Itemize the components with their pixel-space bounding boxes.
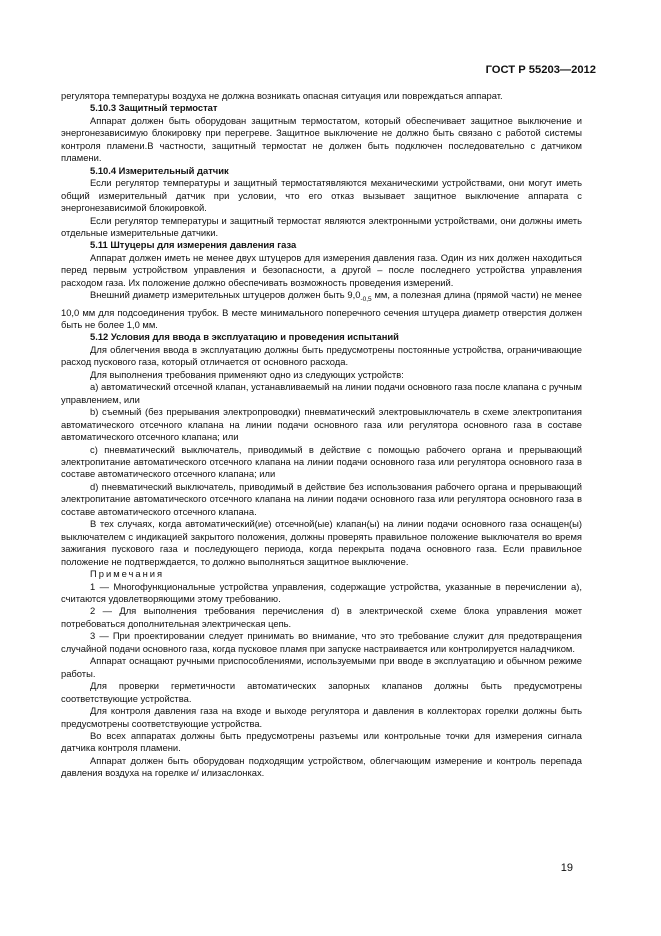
paragraph: Аппарат должен иметь не менее двух штуцеров для измерения давления газа. Один из них должен находиться перед первым устройством управления и безопасности, а другой – после последнего устройства управления расходом газа. Их положение должно обеспечивать возможность проведения измерений. <box>61 251 582 288</box>
list-item: c) пневматический выключатель, приводимый в действие с помощью рабочего органа и прерывающий электропитание автоматического отсечного клапана на линии подачи основного газа или регулятора основного газа в составе автоматического отсечного клапана; или <box>61 443 582 480</box>
section-heading: 5.12 Условия для ввода в эксплуатацию и проведения испытаний <box>90 331 399 343</box>
paragraph: Аппарат оснащают ручными приспособлениями, используемыми при вводе в эксплуатацию и обычном режиме работы. <box>61 655 582 679</box>
paragraph: Для облегчения ввода в эксплуатацию должны быть предусмотрены постоянные устройства, ограничивающие расход пускового газа, который отличается от основного расхода. <box>61 343 582 368</box>
section-heading: 5.10.4 Измерительный датчик <box>90 164 229 176</box>
paragraph: Аппарат должен быть оборудован защитным термостатом, который обеспечивает защитное выключение и энергонезависимую блокировку при перегреве. Защитное выключение не должно быть связано с работой системы контроля пламени.В частности, защитный термостат не должен быть подключен последовательно с датчиком пламени. <box>61 114 582 164</box>
paragraph: В тех случаях, когда автоматический(ие) отсечной(ые) клапан(ы) на линии подачи основного газа оснащен(ы) выключателем с индикацией закрытого положения, должны проверять правильное положение выключателя во время зажигания пускового газа и последующего периода, когда перекрыта подача основного газа. Если правильное положение не подтверждается, то должно выполняться защитное выключение. <box>61 518 582 567</box>
tolerance-subscript: -0,5 <box>360 296 372 304</box>
document-id: ГОСТ Р 55203—2012 <box>485 64 596 76</box>
paragraph: Для проверки герметичности автоматических запорных клапанов должны быть предусмотрены соответствующие устройства. <box>61 680 582 704</box>
paragraph: Если регулятор температуры и защитный термостатявляются механическими устройствами, они могут иметь общий измерительный датчик при условии, что его отказ вызывает защитное выключение аппарата с энергонезависимой блокировкой. <box>61 177 582 214</box>
paragraph: Для выполнения требования применяют одно из следующих устройств: <box>90 368 404 380</box>
section-heading: 5.10.3 Защитный термостат <box>90 102 218 114</box>
body-text <box>61 90 582 780</box>
paragraph: Во всех аппаратах должны быть предусмотрены разъемы или контрольные точки для измерения сигнала датчика контроля пламени. <box>61 729 582 754</box>
paragraph: Для контроля давления газа на входе и выходе регулятора и давления в коллекторах горелки должны быть предусмотрены соответствующие устройства. <box>61 705 582 729</box>
paragraph <box>61 289 582 331</box>
list-item: d) пневматический выключатель, приводимый в действие без использования рабочего органа и прерывающий электропитание автоматического отсечного клапана на линии подачи основного газа или регулятора основного газа в составе автоматического отсечного клапана. <box>61 480 582 517</box>
note: 3 — При проектировании следует принимать во внимание, что это требование служит для предотвращения случайной подачи основного газа, когда пусковое пламя при запуске настраивается или контролируется наладчиком. <box>61 630 582 654</box>
paragraph-text: мм, а полезная длина (прямой части) не менее 10,0 мм для подсоединения трубок. В месте минимального поперечного сечения штуцера диаметр отверстия должен быть не более 1,0 мм. <box>61 289 582 331</box>
paragraph-text: Внешний диаметр измерительных штуцеров должен быть 9,0 <box>90 289 361 301</box>
page-number: 19 <box>560 862 573 874</box>
section-heading: 5.11 Штуцеры для измерения давления газа <box>90 239 297 251</box>
list-item: а) автоматический отсечной клапан, устанавливаемый на линии подачи основного газа после клапана с ручным управлением, или <box>61 381 582 405</box>
paragraph: Аппарат должен быть оборудован подходящим устройством, облегчающим измерение и контроль перепада давления воздуха на горелке и/ илизаслонках. <box>61 754 582 779</box>
paragraph: регулятора температуры воздуха не должна возникать опасная ситуация или повреждаться аппарат. <box>61 90 503 101</box>
note: 2 — Для выполнения требования перечисления d) в электрической схеме блока управления может потребоваться дополнительная электрическая цепь. <box>61 605 582 629</box>
list-item: b) съемный (без прерывания электропроводки) пневматический электровыключатель в схеме электропитания автоматического отсечного клапана на линии подачи основного газа или регулятора основного газа в составе автоматического отсечного клапана; или <box>61 406 582 443</box>
note: 1 — Многофункциональные устройства управления, содержащие устройства, указанные в перечислении а), считаются удовлетворяющими этому требованию. <box>61 580 582 604</box>
paragraph: Если регулятор температуры и защитный термостат являются электронными устройствами, они должны иметь отдельные измерительные датчики. <box>61 214 582 238</box>
notes-label: Примечания <box>90 568 165 580</box>
